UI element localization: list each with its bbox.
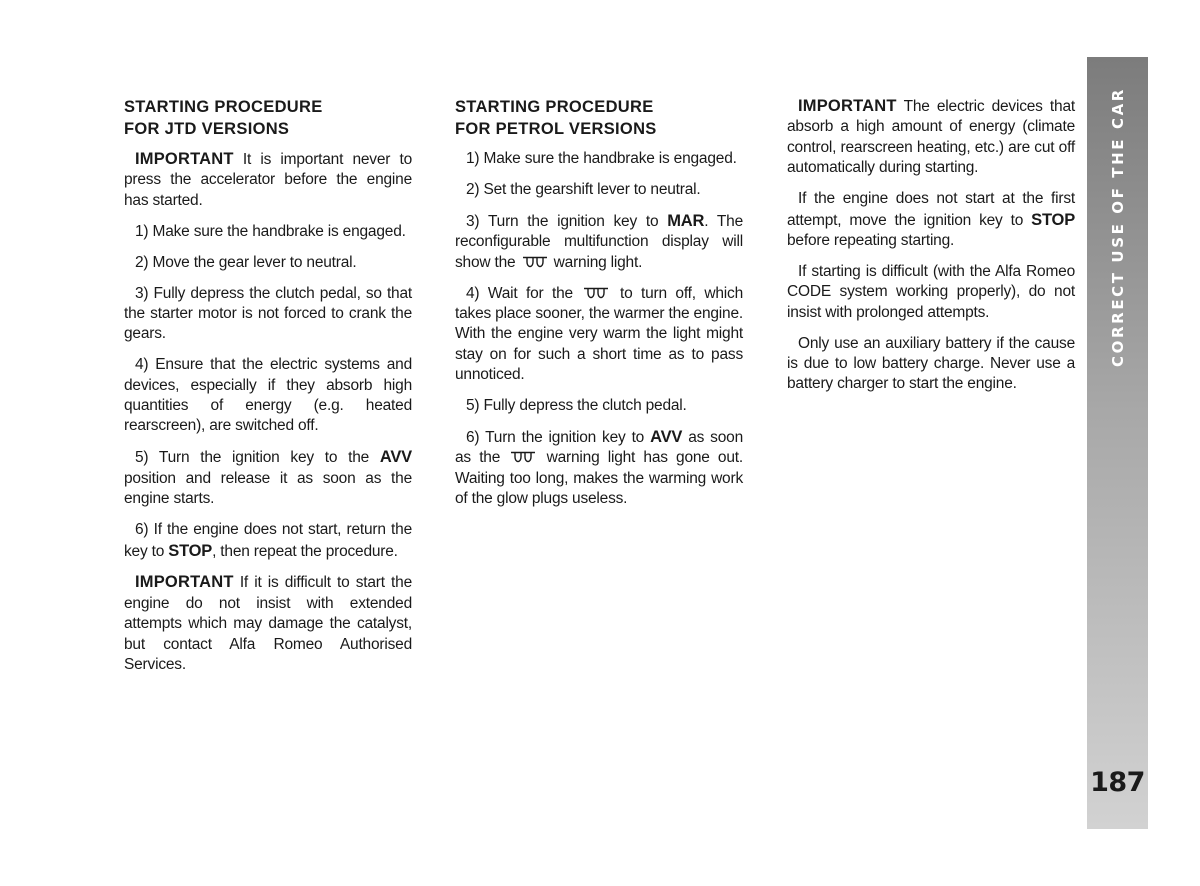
right-important-note: IMPORTANT The electric devices that absorb a high amount of energy (climate control, rearscreen heating, etc.) are cut off automatically during starting. (787, 97, 1075, 177)
petrol-step-3: 3) Turn the ignition key to MAR. The reconfigurable multifunction display will show the warning light. (455, 211, 744, 271)
petrol-step-2: 2) Set the gearshift lever to neutral. (466, 180, 701, 198)
petrol-step-6: 6) Turn the ignition key to AVV as soon as the warning light has gone out. Waiting too long, makes the warming work of the glow plugs useless. (455, 427, 743, 508)
mar-key-position: MAR (667, 211, 705, 230)
left-column (124, 96, 412, 686)
right-paragraph-4: Only use an auxiliary battery if the cause is due to low battery charge. Never use a battery charger to start the engine. (787, 334, 1075, 393)
avv-key-position: AVV (650, 427, 683, 446)
petrol-step-5: 5) Fully depress the clutch pedal. (466, 397, 687, 415)
page-number: 187 (1090, 767, 1145, 798)
jtd-step-6: 6) If the engine does not start, return the key to STOP, then repeat the procedure. (124, 521, 412, 560)
jtd-step-1: 1) Make sure the handbrake is engaged. (135, 222, 406, 240)
jtd-important-note: IMPORTANT It is important never to press the accelerator before the engine has started. (124, 150, 412, 209)
section-sidebar (1087, 57, 1148, 829)
jtd-step-4: 4) Ensure that the electric systems and devices, especially if they absorb high quantities of energy (e.g. heated rearscreen), are switched off. (124, 356, 412, 435)
petrol-step-1: 1) Make sure the handbrake is engaged. (466, 150, 737, 167)
glow-plug-warning-icon (510, 451, 536, 463)
stop-key-position: STOP (1031, 210, 1075, 229)
important-label: IMPORTANT (798, 97, 897, 115)
jtd-important-note-2: IMPORTANT If it is difficult to start the engine do not insist with extended attempts which may damage the catalyst, but contact Alfa Romeo Authorised Services. (124, 573, 412, 674)
right-column (787, 96, 1075, 405)
right-paragraph-2: If the engine does not start at the first attempt, move the ignition key to STOP before repeating starting. (787, 190, 1075, 249)
petrol-heading: STARTING PROCEDURE FOR PETROL VERSIONS (455, 98, 657, 138)
jtd-step-2: 2) Move the gear lever to neutral. (135, 253, 357, 271)
petrol-step-4: 4) Wait for the to turn off, which takes place sooner, the warmer the engine. With the engine very warm the light might stay on for such a short time as to pass unnoticed. (455, 284, 744, 384)
important-label: IMPORTANT (135, 150, 234, 168)
glow-plug-warning-icon (583, 287, 609, 299)
stop-key-position: STOP (168, 541, 213, 560)
section-title: CORRECT USE OF THE CAR (1108, 87, 1127, 367)
middle-column (455, 96, 743, 520)
important-label: IMPORTANT (135, 573, 234, 592)
glow-plug-warning-icon (522, 256, 548, 268)
jtd-heading: STARTING PROCEDURE FOR JTD VERSIONS (124, 98, 323, 138)
right-paragraph-3: If starting is difficult (with the Alfa Romeo CODE system working properly), do not insist with prolonged attempts. (787, 262, 1075, 321)
jtd-step-3: 3) Fully depress the clutch pedal, so that the starter motor is not forced to crank the gears. (124, 284, 412, 343)
jtd-step-5: 5) Turn the ignition key to the AVV position and release it as soon as the engine starts. (124, 448, 412, 508)
avv-key-position: AVV (379, 448, 412, 467)
